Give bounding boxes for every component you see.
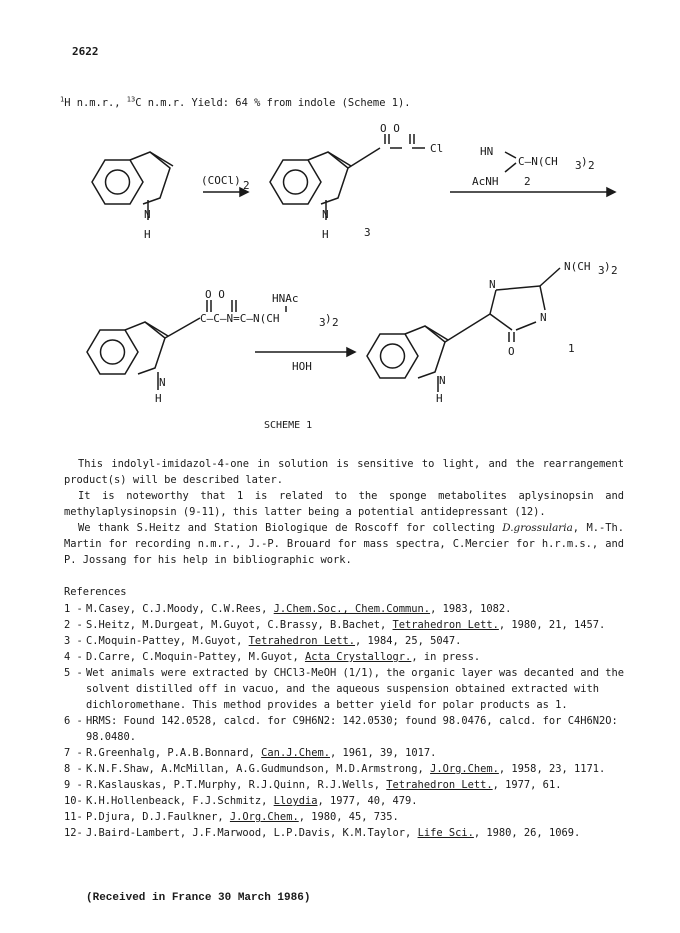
product-h: H	[436, 392, 443, 405]
reference-citation: , 1958, 23, 1171.	[498, 763, 606, 775]
reference-journal: Can.J.Chem.	[261, 747, 330, 759]
references-section	[64, 584, 634, 841]
reference-text	[86, 665, 634, 713]
reference-authors: P.Djura, D.J.Faulkner,	[86, 811, 230, 823]
compound-3-h: H	[322, 228, 329, 241]
reference-journal: Lloydia	[273, 795, 318, 807]
reference-text	[86, 633, 634, 649]
intermediate-n: N	[159, 376, 166, 389]
reference-citation: , 1977, 40, 479.	[317, 795, 418, 807]
reference-journal: J.Org.Chem.	[430, 763, 499, 775]
scheme-caption: SCHEME 1	[264, 420, 313, 431]
compound-3-structure	[270, 134, 425, 220]
reference-text	[86, 745, 634, 761]
amidine-hn: HN	[480, 145, 494, 158]
nmr-yield-line	[60, 95, 410, 111]
reference-item	[64, 793, 634, 809]
reference-item	[64, 777, 634, 793]
reference-authors: M.Casey, C.J.Moody, C.W.Rees,	[86, 603, 274, 615]
c-nmr-yield-text: C n.m.r. Yield: 64 % from indole (Scheme 1).	[135, 97, 411, 109]
amidine-acnh: AcNH	[472, 175, 499, 188]
reference-item	[64, 825, 634, 841]
compound-2-label: 2	[524, 175, 531, 188]
reference-authors: R.Greenhalg, P.A.B.Bonnard,	[86, 747, 262, 759]
intermediate-close-paren: )	[325, 312, 332, 325]
acyl-chloride-oxygens: O O	[380, 122, 400, 135]
reference-journal: Acta Crystallogr.	[304, 651, 412, 663]
arrow-head-3	[347, 348, 355, 356]
h-nmr-text: H n.m.r.,	[64, 97, 127, 109]
oxalyl-chloride-subscript: 2	[243, 179, 250, 192]
reference-number: 5 -	[64, 667, 83, 679]
reference-citation: , 1980, 21, 1457.	[498, 619, 606, 631]
reference-number: 2 -	[64, 619, 83, 631]
product-close-paren: )	[604, 260, 611, 273]
reference-journal: J.Chem.Soc., Chem.Commun.	[273, 603, 431, 615]
thanks-prefix: We thank S.Heitz and Station Biologique de Roscoff for collecting	[78, 522, 503, 534]
reference-text	[86, 761, 634, 777]
c-isotope-superscript: 13	[126, 95, 136, 104]
references-list	[64, 601, 634, 841]
reference-citation: , 1980, 45, 735.	[298, 811, 399, 823]
reference-number: 6 -	[64, 715, 83, 727]
reference-number: 3 -	[64, 635, 83, 647]
indole-h: H	[144, 228, 151, 241]
reference-citation: , in press.	[411, 651, 481, 663]
acyl-chloride-cl: Cl	[430, 142, 444, 155]
product-ring-n2: N	[540, 311, 547, 324]
reference-item	[64, 809, 634, 825]
indole-n: N	[144, 208, 151, 221]
product-nme2-subscript: 3	[598, 264, 605, 277]
compound-1-structure	[367, 268, 560, 392]
reference-text	[86, 793, 634, 809]
reference-journal: Life Sci.	[417, 827, 474, 839]
reference-authors: HRMS: Found 142.0528, calcd. for C9H6N2: 142.0530; found 98.0476, calcd. for C4H6N2O: 98.0480.	[86, 715, 618, 743]
reference-authors: J.Baird-Lambert, J.F.Marwood, L.P.Davis, K.M.Taylor,	[86, 827, 418, 839]
reference-number: 11-	[64, 811, 83, 823]
reference-journal: Tetrahedron Lett.	[386, 779, 493, 791]
reference-item	[64, 633, 634, 649]
reference-number: 7 -	[64, 747, 83, 759]
references-title: References	[64, 586, 127, 598]
reference-item	[64, 665, 634, 713]
reference-number: 8 -	[64, 763, 83, 775]
product-close-subscript: 2	[611, 264, 618, 277]
reference-journal: Tetrahedron Lett.	[392, 619, 499, 631]
reaction-scheme	[0, 120, 680, 410]
reference-authors: R.Kaslauskas, P.T.Murphy, R.J.Quinn, R.J.Wells,	[86, 779, 387, 791]
reference-authors: Wet animals were extracted by CHCl3-MeOH (1/1), the organic layer was decanted and the solvent distilled off in vacuo, and the aqueous suspension obtained extracted with dichloromethane. This method provides a better yield for polar products as 1.	[86, 667, 624, 711]
intermediate-chain: C—C—N=C—N(CH	[200, 312, 280, 325]
reference-number: 10-	[64, 795, 83, 807]
reference-authors: C.Moquin-Pattey, M.Guyot,	[86, 635, 249, 647]
reference-text	[86, 713, 634, 745]
reference-citation: , 1980, 26, 1069.	[473, 827, 581, 839]
compound-3-n: N	[322, 208, 329, 221]
reference-authors: D.Carre, C.Moquin-Pattey, M.Guyot,	[86, 651, 305, 663]
intermediate-close-subscript: 2	[332, 316, 339, 329]
product-nme2: N(CH	[564, 260, 591, 273]
reference-citation: , 1961, 39, 1017.	[330, 747, 437, 759]
oxalyl-chloride-reagent: (COCl)	[201, 174, 241, 187]
reference-number: 1 -	[64, 603, 83, 615]
reference-authors: K.N.F.Shaw, A.McMillan, A.G.Gudmundson, M.D.Armstrong,	[86, 763, 431, 775]
reference-item	[64, 649, 634, 665]
reference-item	[64, 761, 634, 777]
body-paragraphs	[64, 456, 624, 568]
amidine-close-paren: )	[581, 155, 588, 168]
reference-item	[64, 601, 634, 617]
arrow-head-2	[607, 188, 615, 196]
reference-authors: K.H.Hollenbeack, F.J.Schmitz,	[86, 795, 274, 807]
received-date: (Received in France 30 March 1986)	[86, 892, 311, 904]
reference-citation: , 1977, 61.	[492, 779, 562, 791]
reference-authors: S.Heitz, M.Durgeat, M.Guyot, C.Brassy, B.Bachet,	[86, 619, 393, 631]
compound-3-label: 3	[364, 226, 371, 239]
paragraph-light-sensitivity: This indolyl-imidazol-4-one in solution is sensitive to light, and the rearrangement product(s) will be described later.	[64, 458, 624, 486]
species-name: D.grossularia	[502, 522, 573, 534]
h-isotope-superscript: 1	[60, 95, 65, 104]
reference-citation: , 1984, 25, 5047.	[355, 635, 462, 647]
compound-1-label: 1	[568, 342, 575, 355]
reference-number: 12-	[64, 827, 83, 839]
reference-number: 4 -	[64, 651, 83, 663]
paragraph-related-metabolites: It is noteworthy that 1 is related to the sponge metabolites aplysinopsin and methylaplysinopsin (9-11), this latter being a potential antidepressant (12).	[64, 490, 624, 518]
hoh-reagent: HOH	[292, 360, 312, 373]
reference-text	[86, 777, 634, 793]
amidine-nme2: C—N(CH	[518, 155, 558, 168]
reference-item	[64, 713, 634, 745]
reference-text	[86, 809, 634, 825]
reference-text	[86, 617, 634, 633]
reference-journal: Tetrahedron Lett.	[248, 635, 356, 647]
reference-number: 9 -	[64, 779, 83, 791]
reference-journal: J.Org.Chem.	[229, 811, 299, 823]
indole-structure	[92, 152, 173, 220]
reference-item	[64, 745, 634, 761]
intermediate-h: H	[155, 392, 162, 405]
reference-citation: , 1983, 1082.	[430, 603, 512, 615]
product-n: N	[439, 374, 446, 387]
reference-item	[64, 617, 634, 633]
thanks-suffix: , M.-Th. Martin for recording n.m.r., J.-P. Brouard for mass spectra, C.Mercier for h.r.m.s., and P. Jossang for his help in bibliographic work.	[64, 522, 624, 566]
paragraph-acknowledgements	[64, 520, 624, 568]
product-ring-n1: N	[489, 278, 496, 291]
page-number: 2622	[72, 45, 99, 58]
intermediate-subscript: 3	[319, 316, 326, 329]
intermediate-oxygens: O O	[205, 288, 225, 301]
intermediate-hnac: HNAc	[272, 292, 299, 305]
product-oxygen: O	[508, 345, 515, 358]
reference-text	[86, 825, 634, 841]
reference-text	[86, 601, 634, 617]
amidine-nme2-subscript: 3	[575, 159, 582, 172]
amidine-close-subscript: 2	[588, 159, 595, 172]
reference-text	[86, 649, 634, 665]
